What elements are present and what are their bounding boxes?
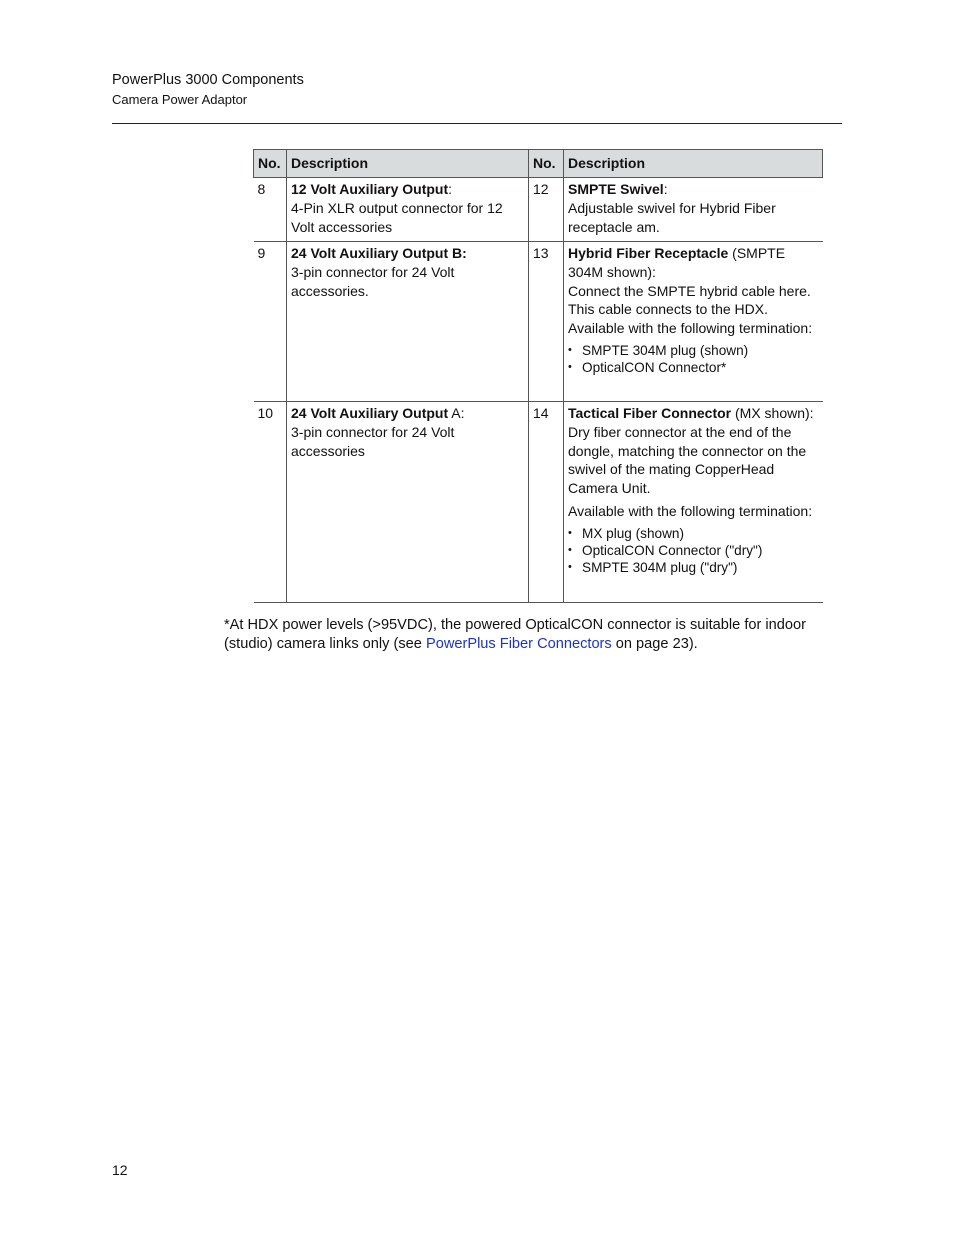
item-title-suffix: (MX shown): bbox=[731, 405, 814, 421]
item-title: SMPTE Swivel bbox=[568, 181, 664, 197]
item-number: 10 bbox=[254, 402, 287, 603]
item-body-secondary: Available with the following termination: bbox=[568, 502, 813, 519]
footnote-text: *At HDX power levels (>95VDC), the powered OpticalCON connector is suitable for indoor (studio) camera links only (see bbox=[224, 617, 806, 652]
footnote-text-end: on page 23). bbox=[611, 636, 698, 652]
column-header-no: No. bbox=[529, 150, 564, 178]
table-row bbox=[254, 242, 823, 402]
item-number: 8 bbox=[254, 178, 287, 242]
table-row bbox=[254, 402, 823, 603]
item-body: 3-pin connector for 24 Volt accessories bbox=[291, 423, 455, 459]
list-item: • OpticalCON Connector ("dry") bbox=[568, 542, 819, 559]
item-number: 14 bbox=[529, 402, 564, 603]
chapter-title: PowerPlus 3000 Components bbox=[112, 72, 304, 88]
item-title: Hybrid Fiber Receptacle bbox=[568, 245, 729, 261]
header-divider bbox=[112, 123, 842, 124]
item-title-suffix: A: bbox=[448, 405, 465, 421]
item-title-suffix: (SMPTE 304M shown): bbox=[568, 245, 786, 280]
item-number: 9 bbox=[254, 242, 287, 402]
page-number: 12 bbox=[112, 1162, 128, 1178]
item-description bbox=[564, 178, 823, 242]
termination-list bbox=[568, 525, 819, 576]
list-item: • SMPTE 304M plug (shown) bbox=[568, 342, 819, 359]
column-header-description: Description bbox=[287, 150, 529, 178]
item-body: Connect the SMPTE hybrid cable here. This cable connects to the HDX. Available with the following termination: bbox=[568, 282, 813, 337]
item-description bbox=[564, 402, 823, 603]
page-header bbox=[112, 70, 304, 109]
item-description bbox=[564, 242, 823, 402]
column-header-no: No. bbox=[254, 150, 287, 178]
termination-list bbox=[568, 342, 819, 376]
item-title: 24 Volt Auxiliary Output B: bbox=[291, 245, 467, 261]
item-body: Adjustable swivel for Hybrid Fiber receptacle am. bbox=[568, 199, 776, 235]
item-number: 12 bbox=[529, 178, 564, 242]
section-title: Camera Power Adaptor bbox=[112, 92, 248, 107]
list-item: • MX plug (shown) bbox=[568, 525, 819, 542]
item-body: Dry fiber connector at the end of the dongle, matching the connector on the swivel of the mating CopperHead Camera Unit. bbox=[568, 423, 807, 497]
item-description bbox=[287, 402, 529, 603]
column-header-description: Description bbox=[564, 150, 823, 178]
list-item: • OpticalCON Connector* bbox=[568, 359, 819, 376]
list-item: • SMPTE 304M plug ("dry") bbox=[568, 559, 819, 576]
item-body: 3-pin connector for 24 Volt accessories. bbox=[291, 263, 455, 299]
table-header-row bbox=[254, 150, 823, 178]
item-number: 13 bbox=[529, 242, 564, 402]
item-body: 4-Pin XLR output connector for 12 Volt accessories bbox=[291, 199, 503, 235]
components-table bbox=[253, 149, 823, 603]
footnote bbox=[224, 616, 844, 654]
fiber-connectors-link[interactable]: PowerPlus Fiber Connectors bbox=[425, 636, 612, 652]
item-title-suffix: : bbox=[663, 181, 668, 197]
item-description bbox=[287, 178, 529, 242]
table-row bbox=[254, 178, 823, 242]
item-description bbox=[287, 242, 529, 402]
item-title: 12 Volt Auxiliary Output bbox=[291, 181, 449, 197]
item-title-suffix: : bbox=[448, 181, 453, 197]
item-title: 24 Volt Auxiliary Output bbox=[291, 405, 449, 421]
item-title: Tactical Fiber Connector bbox=[568, 405, 732, 421]
